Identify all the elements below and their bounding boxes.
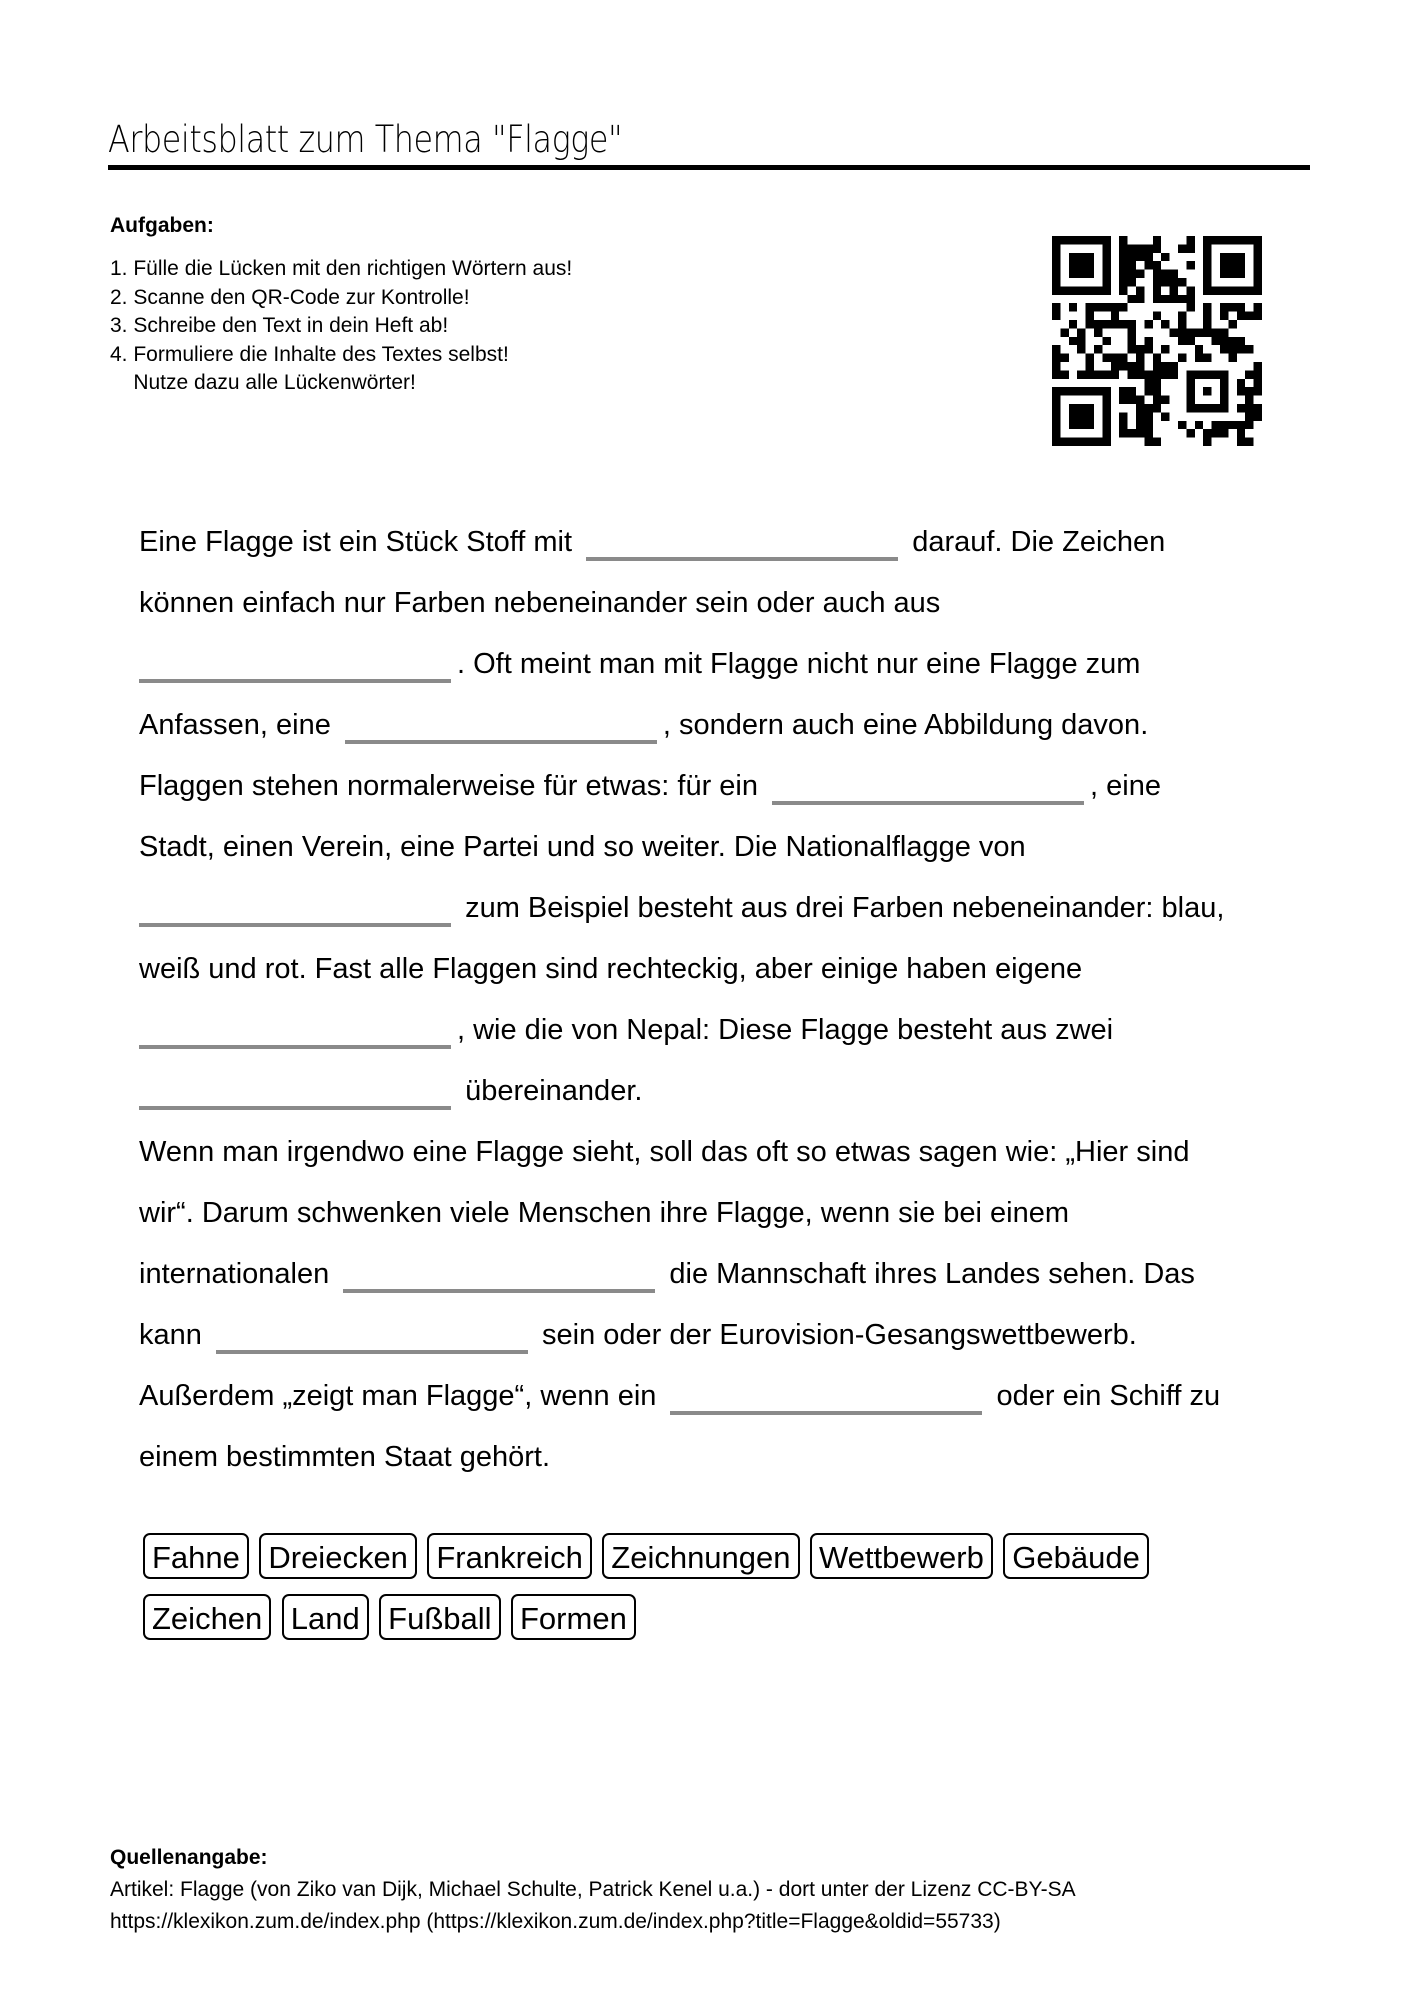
source-url[interactable]: https://klexikon.zum.de/index.php (https://klexikon.zum.de/index.php?title=Flagge&oldid=55733): [110, 1910, 1001, 1933]
cloze-line: [139, 573, 1289, 634]
cloze-fragment: sein oder der Eurovision-Gesangswettbewerb.: [542, 1319, 1137, 1351]
cloze-fragment: darauf. Die Zeichen: [912, 526, 1166, 558]
task-item: 4. Formuliere die Inhalte des Textes selbst!: [110, 342, 509, 366]
word-chip-frankreich[interactable]: Frankreich: [427, 1533, 591, 1579]
cloze-line: [139, 939, 1289, 1000]
word-bank-row: [143, 1594, 1243, 1655]
cloze-line: [139, 878, 1289, 939]
cloze-fragment: , wie die von Nepal: Diese Flagge besteht aus zwei: [457, 1014, 1114, 1046]
cloze-fragment: Flaggen stehen normalerweise für etwas: für ein: [139, 770, 758, 802]
word-chip-zeichnungen[interactable]: Zeichnungen: [602, 1533, 799, 1579]
cloze-line: [139, 1427, 1289, 1488]
cloze-fragment: zum Beispiel besteht aus drei Farben nebeneinander: blau,: [465, 892, 1225, 924]
cloze-fragment: , eine: [1090, 770, 1161, 802]
cloze-line: [139, 1122, 1289, 1183]
answer-gap[interactable]: [343, 1289, 655, 1293]
task-item: 2. Scanne den QR-Code zur Kontrolle!: [110, 285, 470, 309]
cloze-fragment: einem bestimmten Staat gehört.: [139, 1441, 551, 1473]
word-chip-zeichen[interactable]: Zeichen: [143, 1594, 271, 1640]
answer-gap[interactable]: [670, 1411, 982, 1415]
cloze-fragment: Außerdem „zeigt man Flagge“, wenn ein: [139, 1380, 657, 1412]
answer-gap[interactable]: [139, 1045, 451, 1049]
cloze-fragment: , sondern auch eine Abbildung davon.: [662, 709, 1149, 741]
word-chip-land[interactable]: Land: [282, 1594, 369, 1640]
task-item: 3. Schreibe den Text in dein Heft ab!: [110, 314, 449, 337]
task-list: [110, 255, 572, 398]
cloze-fragment: wir“. Darum schwenken viele Menschen ihre Flagge, wenn sie bei einem: [139, 1197, 1070, 1229]
word-bank-row: [143, 1533, 1243, 1594]
cloze-line: [139, 1061, 1289, 1122]
source-citation: Artikel: Flagge (von Ziko van Dijk, Michael Schulte, Patrick Kenel u.a.) - dort unter der Lizenz CC-BY-SA: [110, 1878, 1076, 1901]
word-chip-gebaeude[interactable]: Gebäude: [1003, 1533, 1149, 1579]
cloze-line: [139, 1305, 1289, 1366]
cloze-text: [139, 512, 1289, 1488]
cloze-line: [139, 1183, 1289, 1244]
cloze-fragment: Wenn man irgendwo eine Flagge sieht, soll das oft so etwas sagen wie: „Hier sind: [139, 1136, 1190, 1168]
answer-gap[interactable]: [139, 923, 451, 927]
cloze-fragment: Eine Flagge ist ein Stück Stoff mit: [139, 526, 573, 558]
task-item: Nutze dazu alle Lückenwörter!: [110, 371, 416, 394]
cloze-fragment: kann: [139, 1319, 202, 1351]
qr-code-icon: [1052, 236, 1262, 446]
source-heading: Quellenangabe:: [110, 1846, 268, 1869]
page-title: Arbeitsblatt zum Thema "Flagge": [108, 118, 623, 161]
cloze-line: [139, 756, 1289, 817]
cloze-fragment: Stadt, einen Verein, eine Partei und so weiter. Die Nationalflagge von: [139, 831, 1026, 863]
word-bank: [143, 1533, 1243, 1655]
cloze-fragment: . Oft meint man mit Flagge nicht nur eine Flagge zum: [457, 648, 1141, 680]
answer-gap[interactable]: [139, 679, 451, 683]
cloze-fragment: können einfach nur Farben nebeneinander sein oder auch aus: [139, 587, 941, 619]
cloze-fragment: die Mannschaft ihres Landes sehen. Das: [669, 1258, 1195, 1290]
cloze-line: [139, 695, 1289, 756]
cloze-fragment: weiß und rot. Fast alle Flaggen sind rechteckig, aber einige haben eigene: [139, 953, 1083, 985]
answer-gap[interactable]: [772, 801, 1084, 805]
answer-gap[interactable]: [139, 1106, 451, 1110]
answer-gap[interactable]: [345, 740, 657, 744]
cloze-fragment: oder ein Schiff zu: [996, 1380, 1221, 1412]
word-chip-formen[interactable]: Formen: [511, 1594, 636, 1640]
word-chip-wettbewerb[interactable]: Wettbewerb: [810, 1533, 993, 1579]
cloze-line: [139, 817, 1289, 878]
answer-gap[interactable]: [586, 557, 898, 561]
cloze-line: [139, 512, 1289, 573]
tasks-heading: Aufgaben:: [110, 214, 214, 237]
cloze-fragment: Anfassen, eine: [139, 709, 331, 741]
cloze-line: [139, 1244, 1289, 1305]
cloze-fragment: internationalen: [139, 1258, 330, 1290]
word-chip-fussball[interactable]: Fußball: [379, 1594, 500, 1640]
word-chip-dreiecken[interactable]: Dreiecken: [259, 1533, 417, 1579]
cloze-line: [139, 1366, 1289, 1427]
word-chip-fahne[interactable]: Fahne: [143, 1533, 249, 1579]
answer-gap[interactable]: [216, 1350, 528, 1354]
cloze-line: [139, 1000, 1289, 1061]
cloze-fragment: übereinander.: [465, 1075, 643, 1107]
task-item: 1. Fülle die Lücken mit den richtigen Wörtern aus!: [110, 257, 573, 280]
title-divider: [108, 165, 1310, 170]
cloze-line: [139, 634, 1289, 695]
